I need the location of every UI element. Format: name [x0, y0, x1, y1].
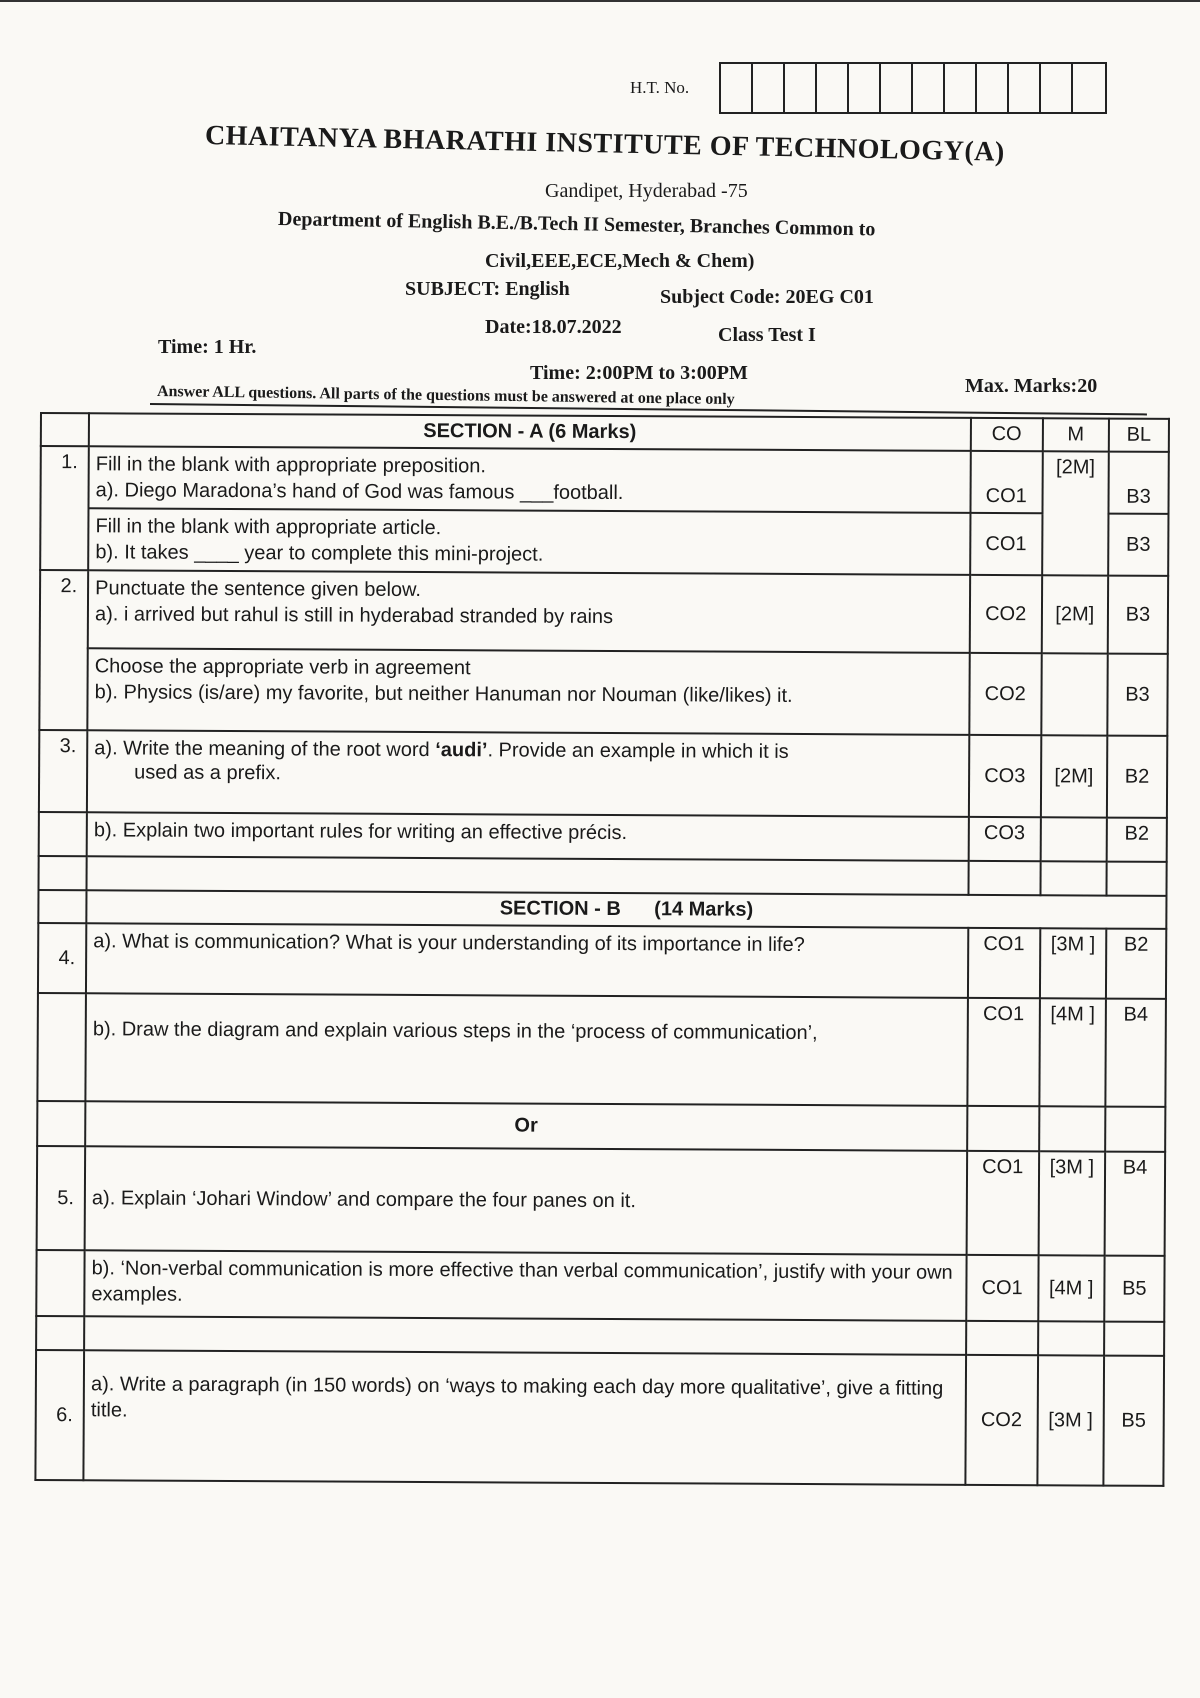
- co-cell: CO1: [970, 451, 1042, 513]
- marks-cell: [3M ]: [1040, 928, 1106, 998]
- table-row: [38, 923, 1166, 999]
- institute-name: CHAITANYA BHARATHI INSTITUTE OF TECHNOLOGY(A): [204, 120, 1006, 168]
- table-row: [37, 993, 1166, 1107]
- bl-cell: B3: [1107, 654, 1168, 736]
- table-row: [39, 730, 1167, 818]
- table-row: [40, 446, 1168, 514]
- root-word: ‘audi’: [435, 739, 488, 762]
- col-m-header: M: [1043, 418, 1109, 451]
- marks-cell: [4M ]: [1039, 998, 1106, 1106]
- question-text: b). Draw the diagram and explain various steps in the ‘process of communication’,: [92, 1018, 818, 1045]
- question-table: [34, 412, 1170, 1487]
- table-row: [40, 508, 1168, 576]
- question-number: 4.: [38, 923, 86, 993]
- bl-cell: B2: [1107, 818, 1167, 862]
- co-cell: CO1: [967, 998, 1040, 1106]
- hall-ticket-label: H.T. No.: [630, 78, 690, 97]
- section-a-heading: SECTION - A (6 Marks): [89, 413, 971, 451]
- question-text: b). ‘Non-verbal communication is more effective than verbal communication’, justify with your own examples.: [91, 1257, 953, 1306]
- co-cell: CO3: [969, 735, 1042, 817]
- table-row: [36, 1250, 1164, 1322]
- marks-cell: [2M]: [1042, 451, 1109, 575]
- class-test-label: Class Test I: [718, 324, 816, 346]
- table-row: [37, 1146, 1166, 1256]
- col-bl-header: BL: [1109, 419, 1169, 452]
- table-row: [37, 1101, 1165, 1152]
- subject-code: Subject Code: 20EG C01: [660, 286, 874, 308]
- hall-ticket-digit-box[interactable]: [721, 64, 753, 112]
- marks-cell: [4M ]: [1038, 1255, 1104, 1321]
- question-instruction: Punctuate the sentence given below.: [95, 577, 422, 601]
- question-text: a). Write the meaning of the root word: [94, 737, 436, 762]
- hall-ticket-digit-box[interactable]: [785, 64, 817, 112]
- subject-label: SUBJECT: English: [405, 278, 570, 300]
- bl-cell: B2: [1107, 736, 1168, 818]
- bl-cell: B3: [1108, 514, 1168, 576]
- table-row: [35, 1350, 1164, 1486]
- question-text: a). i arrived but rahul is still in hyderabad stranded by rains: [94, 603, 614, 629]
- question-number: 1.: [40, 446, 89, 570]
- co-cell: CO2: [965, 1355, 1038, 1485]
- question-text: b). Explain two important rules for writing an effective précis.: [93, 819, 628, 845]
- bl-cell: B4: [1104, 1152, 1165, 1256]
- question-number: 5.: [37, 1146, 86, 1250]
- bl-cell: B5: [1104, 1256, 1164, 1322]
- hall-ticket-digit-box[interactable]: [977, 64, 1009, 112]
- bl-cell: B2: [1106, 929, 1166, 999]
- hall-ticket-digit-box[interactable]: [817, 64, 849, 112]
- co-cell: CO1: [966, 1255, 1038, 1321]
- marks-cell: [3M ]: [1037, 1355, 1104, 1485]
- exam-date: Date:18.07.2022: [485, 316, 622, 338]
- question-text: a). Write a paragraph (in 150 words) on ‘ways to making each day more qualitative’, give a fitting title.: [90, 1373, 944, 1422]
- branches-line: Civil,EEE,ECE,Mech & Chem): [485, 250, 755, 272]
- bl-cell: B3: [1108, 452, 1168, 514]
- question-instruction: Fill in the blank with appropriate article.: [95, 515, 442, 540]
- co-cell: CO1: [970, 513, 1042, 575]
- question-text-cont: . Provide an example in which it is: [487, 739, 789, 763]
- time-slot: Time: 2:00PM to 3:00PM: [530, 362, 748, 384]
- marks-cell: [2M]: [1041, 735, 1108, 817]
- department-line: Department of English B.E./B.Tech II Semester, Branches Common to: [277, 208, 876, 241]
- section-b-heading: SECTION - B (14 Marks): [86, 890, 1166, 929]
- marks-cell: [2M]: [1042, 575, 1109, 653]
- co-cell: CO2: [969, 575, 1042, 653]
- table-row: [39, 812, 1167, 862]
- bl-cell: B5: [1103, 1356, 1164, 1486]
- hall-ticket-digit-box[interactable]: [753, 64, 785, 112]
- hall-ticket-digit-box[interactable]: [1041, 64, 1073, 112]
- time-duration: Time: 1 Hr.: [158, 336, 257, 358]
- question-number: 2.: [39, 570, 88, 730]
- question-text: b). It takes ____ year to complete this mini-project.: [95, 541, 544, 566]
- hall-ticket-digit-box[interactable]: [913, 64, 945, 112]
- question-instruction: Choose the appropriate verb in agreement: [94, 655, 471, 680]
- col-co-header: CO: [970, 418, 1042, 451]
- question-instruction: Fill in the blank with appropriate preposition.: [95, 453, 487, 478]
- hall-ticket-digit-box[interactable]: [1073, 64, 1105, 112]
- hall-ticket-digit-box[interactable]: [881, 64, 913, 112]
- instruction-line: Answer ALL questions. All parts of the questions must be answered at one place only: [156, 383, 735, 409]
- table-row: [40, 570, 1168, 654]
- marks-cell: [3M ]: [1038, 1151, 1105, 1255]
- institute-location: Gandipet, Hyderabad -75: [545, 180, 748, 202]
- question-text: used as a prefix.: [134, 761, 281, 785]
- table-row: [39, 648, 1167, 736]
- hall-ticket-digit-box[interactable]: [945, 64, 977, 112]
- question-text: a). What is communication? What is your understanding of its importance in life?: [93, 930, 805, 957]
- hall-ticket-boxes: [719, 62, 1107, 114]
- bl-cell: B4: [1105, 999, 1166, 1107]
- question-text: a). Diego Maradona’s hand of God was famous ___football.: [95, 479, 624, 505]
- or-separator: Or: [85, 1101, 967, 1151]
- hall-ticket-row: [630, 62, 1107, 114]
- co-cell: CO1: [968, 928, 1040, 998]
- question-number: 6.: [35, 1350, 84, 1480]
- co-cell: CO1: [966, 1151, 1039, 1255]
- bl-cell: B3: [1108, 576, 1169, 654]
- question-text: a). Explain ‘Johari Window’ and compare the four panes on it.: [91, 1187, 637, 1213]
- hall-ticket-digit-box[interactable]: [849, 64, 881, 112]
- co-cell: CO2: [969, 653, 1042, 735]
- hall-ticket-digit-box[interactable]: [1009, 64, 1041, 112]
- co-cell: CO3: [968, 817, 1040, 861]
- max-marks: Max. Marks:20: [965, 375, 1098, 397]
- question-text: b). Physics (is/are) my favorite, but neither Hanuman nor Nouman (like/likes) it.: [94, 681, 793, 707]
- question-number: 3.: [39, 730, 88, 812]
